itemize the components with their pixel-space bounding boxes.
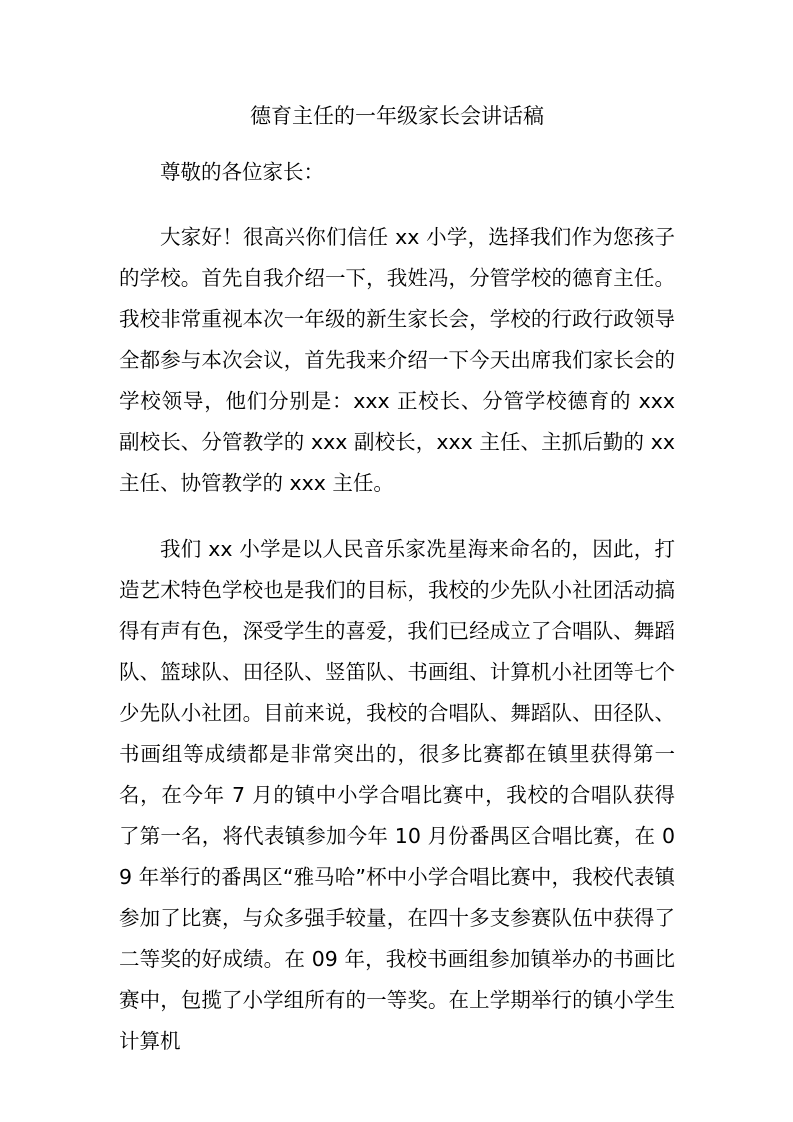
- document-title: 德育主任的一年级家长会讲话稿: [250, 104, 544, 128]
- salutation-line: 尊敬的各位家长：: [160, 160, 324, 184]
- paragraph-introduction: 大家好！很高兴你们信任 xx 小学，选择我们作为您孩子的学校。首先自我介绍一下，我姓冯，分管学校的德育主任。我校非常重视本次一年级的新生家长会，学校的行政行政领导全都参与本次会议，首先我来介绍一下今天出席我们家长会的学校领导，他们分别是：xxx 正校长、分管学校德育的 xxx 副校长、分管教学的 xxx 副校长，xxx 主任、主抓后勤的 xx 主任、协管教学的 xxx 主任。: [119, 225, 675, 495]
- paragraph-school-achievements: 我们 xx 小学是以人民音乐家冼星海来命名的，因此，打造艺术特色学校也是我们的目标，我校的少先队小社团活动搞得有声有色，深受学生的喜爱，我们已经成立了合唱队、舞蹈队、篮球队、田径队、竖笛队、书画组、计算机小社团等七个少先队小社团。目前来说，我校的合唱队、舞蹈队、田径队、书画组等成绩都是非常突出的，很多比赛都在镇里获得第一名，在今年 7 月的镇中小学合唱比赛中，我校的合唱队获得了第一名，将代表镇参加今年 10 月份番禺区合唱比赛，在 09 年举行的番禺区“雅马哈”杯中小学合唱比赛中，我校代表镇参加了比赛，与众多强手较量，在四十多支参赛队伍中获得了二等奖的好成绩。在 09 年，我校书画组参加镇举办的书画比赛中，包揽了小学组所有的一等奖。在上学期举行的镇小学生计算机: [119, 537, 675, 1053]
